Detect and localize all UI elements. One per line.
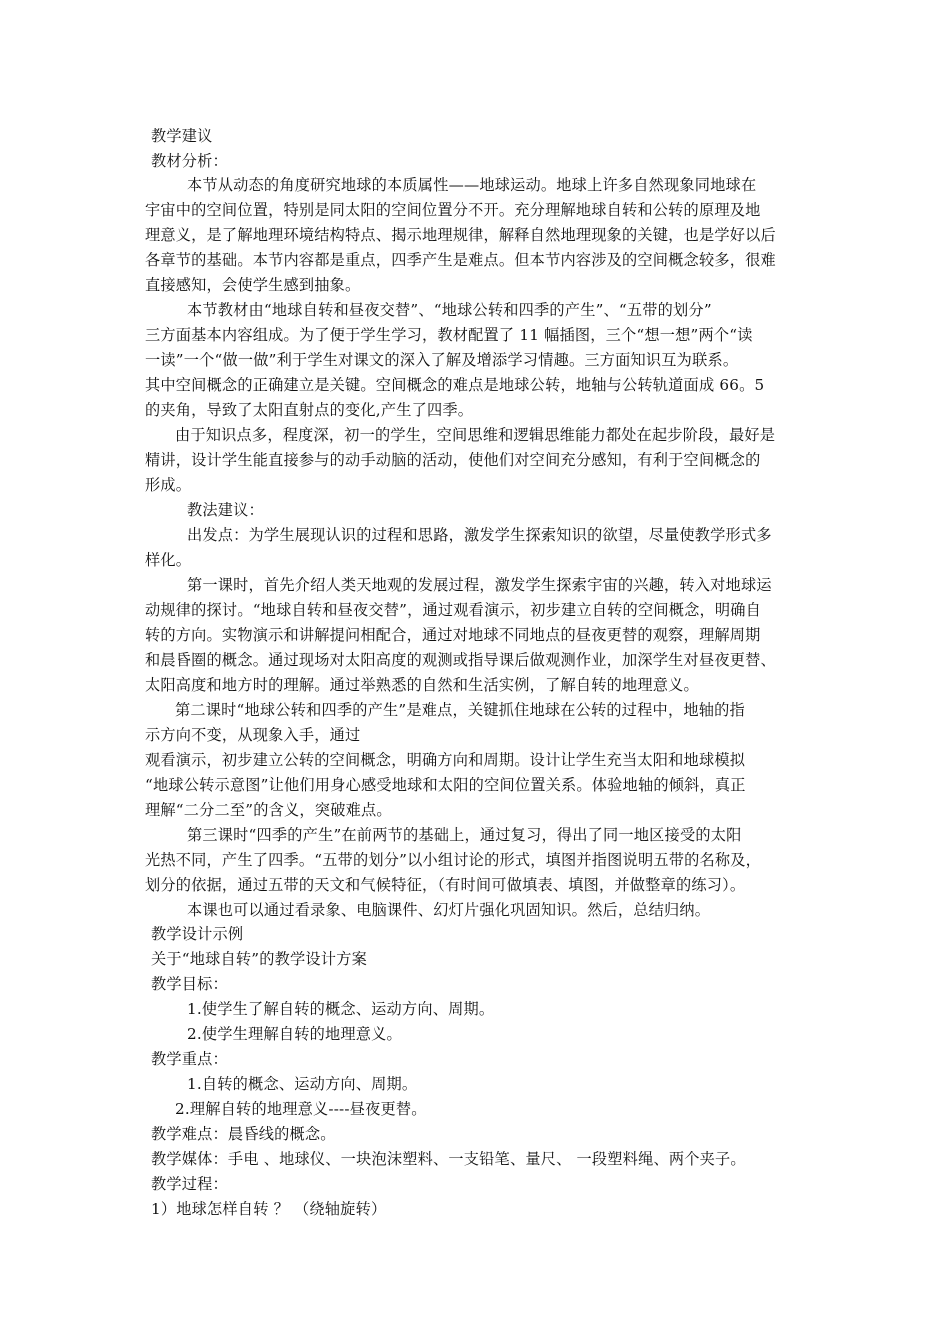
paragraph-line: 示方向不变，从现象入手，通过 — [145, 726, 361, 744]
paragraph-line: 太阳高度和地方时的理解。通过举熟悉的自然和生活实例，了解自转的地理意义。 — [145, 676, 699, 694]
paragraph-line: 其中空间概念的正确建立是关键。空间概念的难点是地球公转，地轴与公转轨道面成 66。5 — [145, 376, 765, 394]
paragraph-line: 光热不同，产生了四季。“五带的划分”以小组讨论的形式，填图并指图说明五带的名称及， — [145, 851, 762, 869]
section-heading: 教学建议 — [151, 127, 213, 145]
list-item: 1.使学生了解自转的概念、运动方向、周期。 — [187, 1000, 495, 1018]
subsection-heading: 教学重点： — [151, 1050, 228, 1068]
paragraph-line: 出发点：为学生展现认识的过程和思路，激发学生探索知识的欲望，尽量使教学形式多 — [187, 526, 772, 544]
paragraph-line: 第一课时，首先介绍人类天地观的发展过程，激发学生探索宇宙的兴趣，转入对地球运 — [187, 576, 772, 594]
section-heading: 教学设计示例 — [151, 925, 244, 943]
lesson-title: 关于“地球自转”的教学设计方案 — [151, 950, 367, 968]
list-item: 1）地球怎样自转 ？ （绕轴旋转） — [151, 1200, 387, 1218]
paragraph-line: 理意义，是了解地理环境结构特点、揭示地理规律，解释自然地理现象的关键，也是学好以后 — [145, 226, 776, 244]
subsection-heading: 教材分析： — [151, 152, 228, 170]
paragraph-line: 第二课时“地球公转和四季的产生”是难点，关键抓住地球在公转的过程中，地轴的指 — [175, 701, 745, 719]
subsection-heading: 教学媒体：手电 、地球仪、一块泡沫塑料、一支铅笔、量尺、 一段塑料绳、两个夹子。 — [151, 1150, 746, 1168]
subsection-heading: 教学目标： — [151, 975, 228, 993]
paragraph-line: 第三课时“四季的产生”在前两节的基础上，通过复习，得出了同一地区接受的太阳 — [187, 826, 742, 844]
paragraph-line: 三方面基本内容组成。为了便于学生学习，教材配置了 11 幅插图，三个“想一想”两个“读 — [145, 326, 753, 344]
subsection-heading: 教学难点：晨昏线的概念。 — [151, 1125, 336, 1143]
paragraph-line: 各章节的基础。本节内容都是重点，四季产生是难点。但本节内容涉及的空间概念较多，很难 — [145, 251, 776, 269]
paragraph-line: 理解“二分二至”的含义，突破难点。 — [145, 801, 392, 819]
paragraph-line: 观看演示，初步建立公转的空间概念，明确方向和周期。设计让学生充当太阳和地球模拟 — [145, 751, 746, 769]
paragraph-line: 划分的依据，通过五带的天文和气候特征，（有时间可做填表、填图，并做整章的练习）。 — [145, 876, 746, 894]
list-item: 1.自转的概念、运动方向、周期。 — [187, 1075, 418, 1093]
paragraph-line: 样化。 — [145, 551, 192, 569]
paragraph-line: 本课也可以通过看录象、电脑课件、幻灯片强化巩固知识。然后，总结归纳。 — [187, 901, 711, 919]
paragraph-line: 宇宙中的空间位置，特别是同太阳的空间位置分不开。充分理解地球自转和公转的原理及地 — [145, 201, 761, 219]
paragraph-line: 由于知识点多，程度深，初一的学生，空间思维和逻辑思维能力都处在起步阶段，最好是 — [175, 426, 776, 444]
list-item: 2.理解自转的地理意义----昼夜更替。 — [175, 1100, 427, 1118]
paragraph-line: 形成。 — [145, 476, 192, 494]
list-item: 2.使学生理解自转的地理意义。 — [187, 1025, 402, 1043]
subsection-heading: 教学过程： — [151, 1175, 228, 1193]
paragraph-line: 一读”一个“做一做”利于学生对课文的深入了解及增添学习情趣。三方面知识互为联系。 — [145, 351, 739, 369]
subsection-heading: 教法建议： — [187, 501, 264, 519]
paragraph-line: 本节教材由“地球自转和昼夜交替”、“地球公转和四季的产生”、“五带的划分” — [187, 301, 712, 319]
paragraph-line: 本节从动态的角度研究地球的本质属性——地球运动。地球上许多自然现象同地球在 — [187, 176, 757, 194]
paragraph-line: 的夹角，导致了太阳直射点的变化,产生了四季。 — [145, 401, 474, 419]
paragraph-line: 和晨昏圈的概念。通过现场对太阳高度的观测或指导课后做观测作业，加深学生对昼夜更替、 — [145, 651, 776, 669]
paragraph-line: 动规律的探讨。“地球自转和昼夜交替”，通过观看演示，初步建立自转的空间概念，明确自 — [145, 601, 762, 619]
paragraph-line: 精讲，设计学生能直接参与的动手动脑的活动，使他们对空间充分感知，有利于空间概念的 — [145, 451, 761, 469]
paragraph-line: 转的方向。实物演示和讲解提问相配合，通过对地球不同地点的昼夜更替的观察，理解周期 — [145, 626, 761, 644]
paragraph-line: 直接感知，会使学生感到抽象。 — [145, 276, 361, 294]
paragraph-line: “地球公转示意图”让他们用身心感受地球和太阳的空间位置关系。体验地轴的倾斜，真正 — [145, 776, 746, 794]
